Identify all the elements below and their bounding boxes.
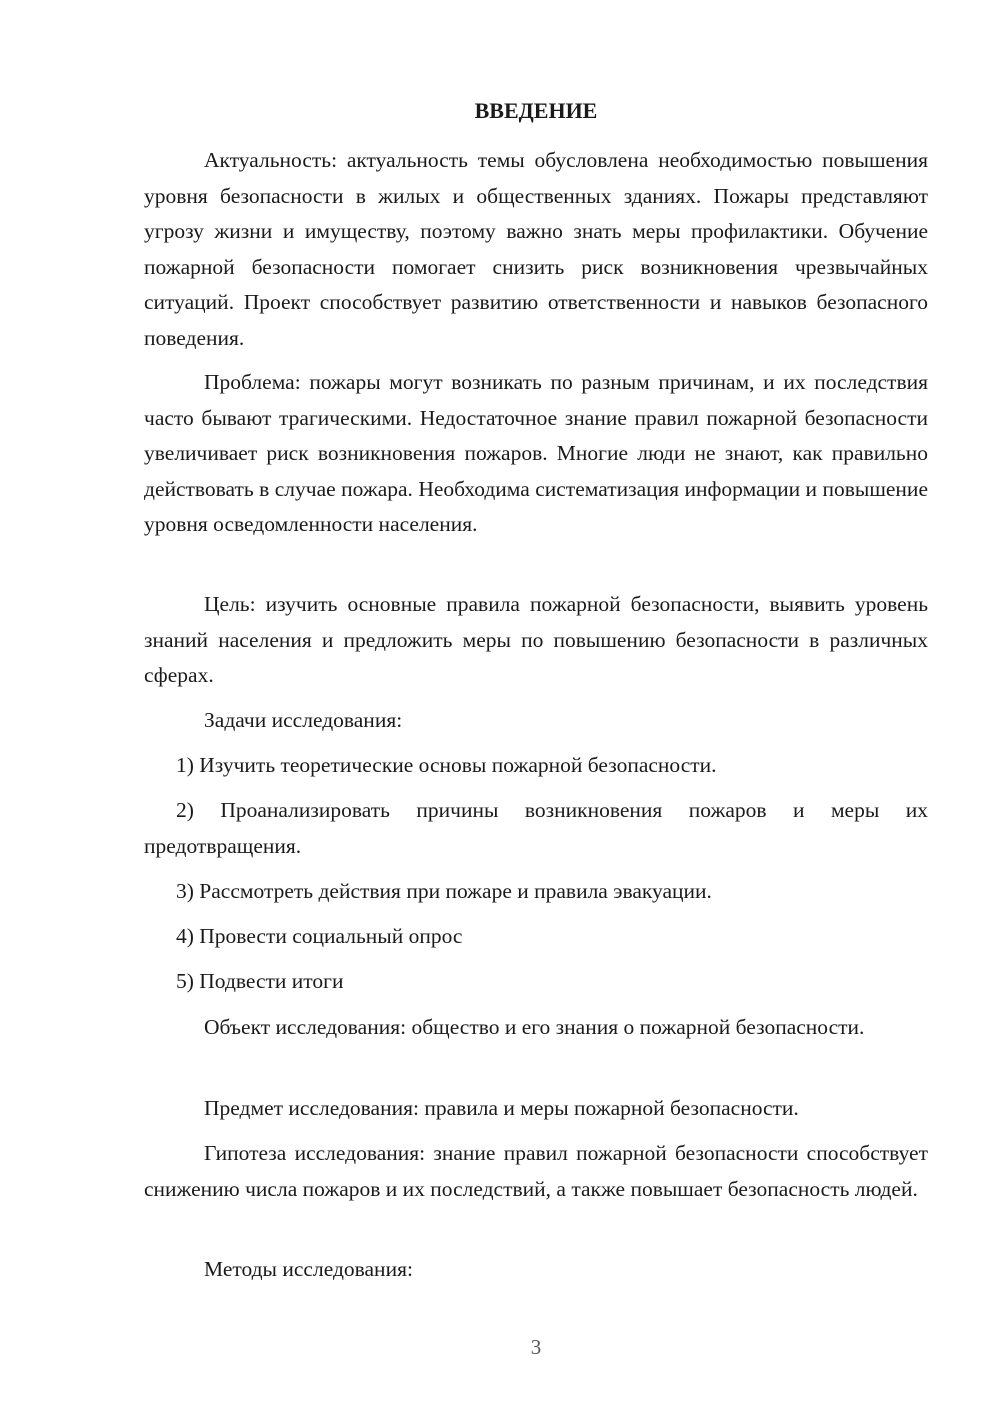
relevance-paragraph: Актуальность: актуальность темы обусловлена необходимостью повышения уровня безопасности в жилых и общественных зданиях. Пожары представляют угрозу жизни и имуществу, поэтому важно знать меры профилактики. Обучение пожарной безопасности помогает снизить риск возникновения чрезвычайных ситуаций. Проект способствует развитию ответственности и навыков безопасного поведения. xyxy=(144,148,928,350)
hypothesis-paragraph: Гипотеза исследования: знание правил пожарной безопасности способствует снижению числа пожаров и их последствий, а также повышает безопасность людей. xyxy=(144,1141,928,1201)
task-item-3: 3) Рассмотреть действия при пожаре и правила эвакуации. xyxy=(176,879,712,903)
goal-paragraph: Цель: изучить основные правила пожарной безопасности, выявить уровень знаний населения и предложить меры по повышению безопасности в различных сферах. xyxy=(144,592,928,687)
object-paragraph: Объект исследования: общество и его знания о пожарной безопасности. xyxy=(204,1015,865,1039)
tasks-title: Задачи исследования: xyxy=(204,708,403,732)
document-page xyxy=(144,0,928,1414)
task-item-2: 2) Проанализировать причины возникновения пожаров и меры их предотвращения. xyxy=(144,798,928,858)
task-item-1: 1) Изучить теоретические основы пожарной безопасности. xyxy=(176,753,717,777)
task-item-5: 5) Подвести итоги xyxy=(176,969,344,993)
page-number: 3 xyxy=(530,1335,542,1359)
methods-title: Методы исследования: xyxy=(204,1257,413,1281)
page-title: ВВЕДЕНИЕ xyxy=(474,98,598,123)
task-item-4: 4) Провести социальный опрос xyxy=(176,924,463,948)
subject-paragraph: Предмет исследования: правила и меры пожарной безопасности. xyxy=(204,1096,799,1120)
problem-paragraph: Проблема: пожары могут возникать по разным причинам, и их последствия часто бывают трагическими. Недостаточное знание правил пожарной безопасности увеличивает риск возникновения пожаров. Многие люди не знают, как правильно действовать в случае пожара. Необходима систематизация информации и повышение уровня осведомленности населения. xyxy=(144,370,928,536)
